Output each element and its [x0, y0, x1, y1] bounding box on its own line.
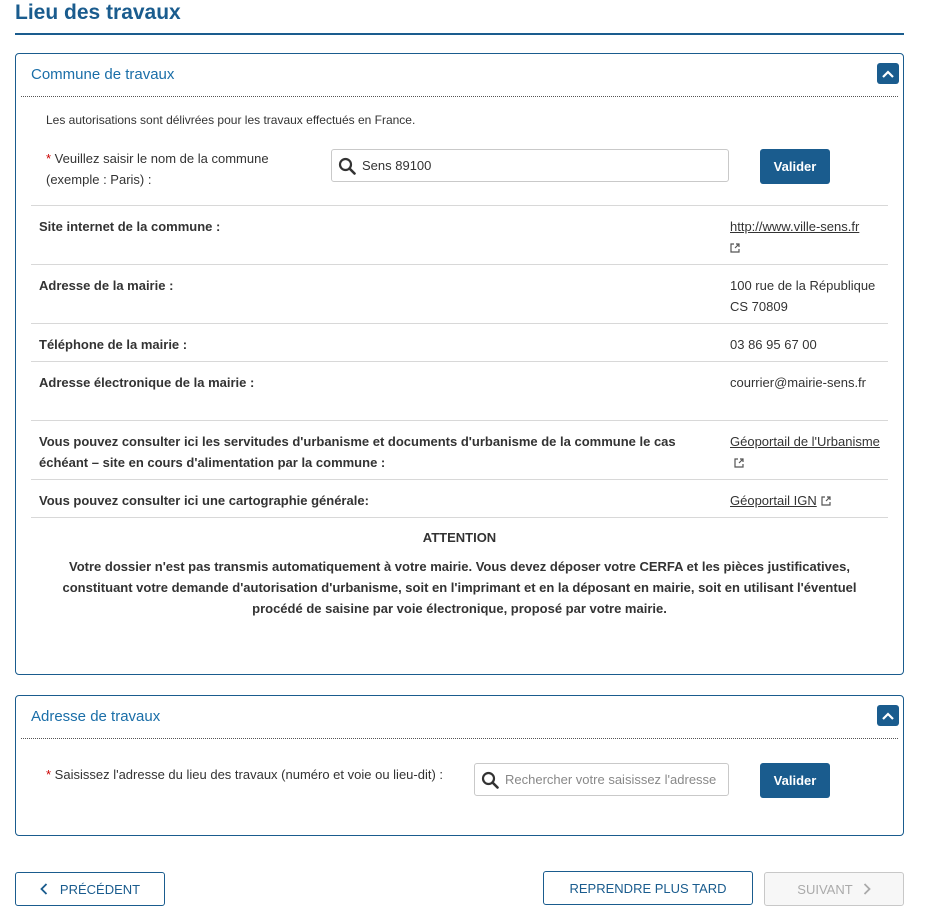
search-icon: [338, 157, 356, 175]
resume-later-label: REPRENDRE PLUS TARD: [569, 880, 727, 896]
intro-text: Les autorisations sont délivrées pour les travaux effectués en France.: [46, 113, 416, 127]
next-button[interactable]: [764, 872, 904, 906]
website-link[interactable]: http://www.ville-sens.fr: [730, 219, 860, 234]
panel-separator: [21, 738, 898, 739]
external-link-icon: [821, 491, 831, 512]
title-divider: [15, 33, 904, 35]
commune-info-table: [31, 205, 888, 518]
row-value: courrier@mairie-sens.fr: [730, 375, 866, 390]
geoportail-ign-link[interactable]: Géoportail IGN: [730, 493, 817, 508]
row-value: 03 86 95 67 00: [730, 337, 817, 352]
address-search-box[interactable]: [474, 763, 729, 796]
row-label: Site internet de la commune :: [39, 219, 221, 234]
address-field-label-text: Saisissez l'adresse du lieu des travaux (numéro et voie ou lieu-dit) :: [51, 767, 444, 782]
chevron-up-icon: [882, 70, 894, 78]
chevron-right-icon: [863, 883, 871, 895]
commune-panel-title: Commune de travaux: [31, 66, 175, 83]
external-link-icon: [734, 453, 744, 474]
row-label: Vous pouvez consulter ici les servitudes d'urbanisme et documents d'urbanisme de la commune le cas échéant – site en cours d'alimentation par la commune :: [39, 434, 676, 470]
table-row: [31, 323, 888, 361]
collapse-commune-button[interactable]: [877, 63, 899, 84]
address-search-input[interactable]: [505, 772, 728, 787]
table-bottom-rule: [31, 517, 888, 518]
row-label: Adresse électronique de la mairie :: [39, 375, 255, 390]
row-label: Téléphone de la mairie :: [39, 337, 188, 352]
required-mark: *: [46, 151, 52, 166]
collapse-address-button[interactable]: [877, 705, 899, 726]
row-label: Adresse de la mairie :: [39, 278, 174, 293]
commune-field-label-text: Veuillez saisir le nom de la commune (exemple : Paris) :: [46, 151, 269, 187]
row-value: [730, 206, 888, 264]
required-mark: *: [46, 767, 52, 782]
validate-address-button[interactable]: Valider: [760, 763, 830, 798]
row-value: [730, 480, 888, 517]
commune-panel-header: [16, 54, 903, 96]
address-field-label: [46, 764, 446, 785]
geoportail-urbanisme-link[interactable]: Géoportail de l'Urbanisme: [730, 434, 880, 449]
panel-separator: [21, 96, 898, 97]
attention-text: Votre dossier n'est pas transmis automatiquement à votre mairie. Vous devez déposer votre CERFA et les pièces justificatives, constituant votre demande d'autorisation d'urbanisme, soit en l'imprimant et en la déposant en mairie, soit en utilisant l'éventuel procédé de saisine par voie électronique, proposé par votre mairie.: [62, 559, 857, 616]
commune-search-box[interactable]: [331, 149, 729, 182]
next-label: SUIVANT: [797, 881, 853, 897]
commune-panel: [15, 53, 904, 675]
resume-later-button[interactable]: [543, 871, 753, 905]
table-row: [31, 479, 888, 517]
attention-title: ATTENTION: [422, 530, 497, 545]
address-panel-title: Adresse de travaux: [31, 708, 161, 725]
row-value: 100 rue de la République CS 70809: [730, 278, 876, 314]
table-row: [31, 264, 888, 323]
page-title: Lieu des travaux: [15, 1, 181, 24]
address-panel: [15, 695, 904, 836]
table-row: [31, 361, 888, 420]
row-value: [730, 421, 888, 479]
chevron-left-icon: [40, 883, 48, 895]
commune-field-label: [46, 148, 316, 190]
row-label: Vous pouvez consulter ici une cartographie générale:: [39, 493, 369, 508]
address-panel-header: [16, 696, 903, 738]
table-row: [31, 205, 888, 264]
external-link-icon: [730, 238, 740, 259]
chevron-up-icon: [882, 712, 894, 720]
table-row: [31, 420, 888, 479]
previous-label: PRÉCÉDENT: [59, 881, 141, 897]
validate-commune-button[interactable]: Valider: [760, 149, 830, 184]
search-icon: [481, 771, 499, 789]
commune-search-input[interactable]: [362, 158, 728, 173]
previous-button[interactable]: [15, 872, 165, 906]
